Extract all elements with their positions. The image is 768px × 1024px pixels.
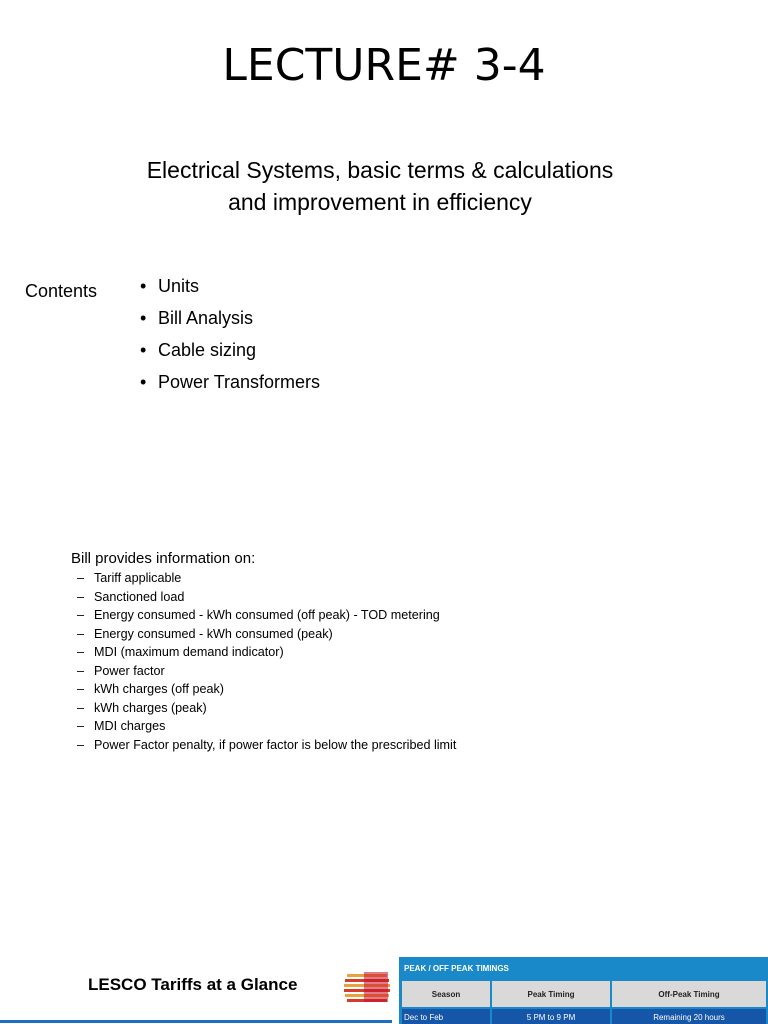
contents-item-cable-sizing: • Cable sizing: [140, 336, 320, 368]
page-title: LECTURE# 3-4: [222, 40, 546, 91]
peak-table-header-row: [402, 981, 768, 1007]
lesco-banner: [0, 955, 392, 1024]
lesco-logo-icon: [344, 969, 390, 1009]
subtitle-line-1: Electrical Systems, basic terms & calculations: [146, 157, 614, 183]
bill-item-mdi-charges: – MDI charges: [71, 717, 491, 736]
peak-timings-table: [399, 957, 768, 1024]
bill-item-energy-peak: – Energy consumed - kWh consumed (peak): [71, 625, 491, 644]
peak-cell-season: Dec to Feb: [402, 1009, 490, 1024]
lesco-title: LESCO Tariffs at a Glance: [88, 975, 298, 994]
bill-item-mdi: – MDI (maximum demand indicator): [71, 643, 491, 662]
bill-info-block: [71, 549, 491, 753]
bill-list: [71, 569, 491, 753]
peak-header-season: Season: [402, 981, 490, 1007]
peak-table-row: [402, 1009, 768, 1024]
bill-item-kwh-off-peak: – kWh charges (off peak): [71, 680, 491, 699]
peak-table-heading: PEAK / OFF PEAK TIMINGS: [404, 964, 509, 973]
bill-item-tariff: – Tariff applicable: [71, 569, 491, 588]
peak-header-off-peak-timing: Off-Peak Timing: [612, 981, 766, 1007]
peak-cell-off-peak-timing: Remaining 20 hours: [612, 1009, 766, 1024]
contents-item-units: • Units: [140, 272, 320, 304]
contents-list: [140, 272, 320, 400]
bill-item-energy-off-peak: – Energy consumed - kWh consumed (off peak) - TOD metering: [71, 606, 491, 625]
bill-item-sanctioned-load: – Sanctioned load: [71, 588, 491, 607]
bill-item-pf-penalty: – Power Factor penalty, if power factor is below the prescribed limit: [71, 736, 491, 753]
contents-item-bill-analysis: • Bill Analysis: [140, 304, 320, 336]
subtitle: [0, 154, 760, 218]
peak-header-peak-timing: Peak Timing: [492, 981, 610, 1007]
contents-item-power-transformers: • Power Transformers: [140, 368, 320, 400]
peak-cell-peak-timing: 5 PM to 9 PM: [492, 1009, 610, 1024]
subtitle-line-2: and improvement in efficiency: [228, 189, 532, 215]
bill-intro: Bill provides information on:: [71, 550, 256, 567]
contents-label: Contents: [25, 281, 98, 301]
bill-item-kwh-peak: – kWh charges (peak): [71, 699, 491, 718]
bill-item-power-factor: – Power factor: [71, 662, 491, 681]
lesco-underline: [0, 1020, 392, 1023]
